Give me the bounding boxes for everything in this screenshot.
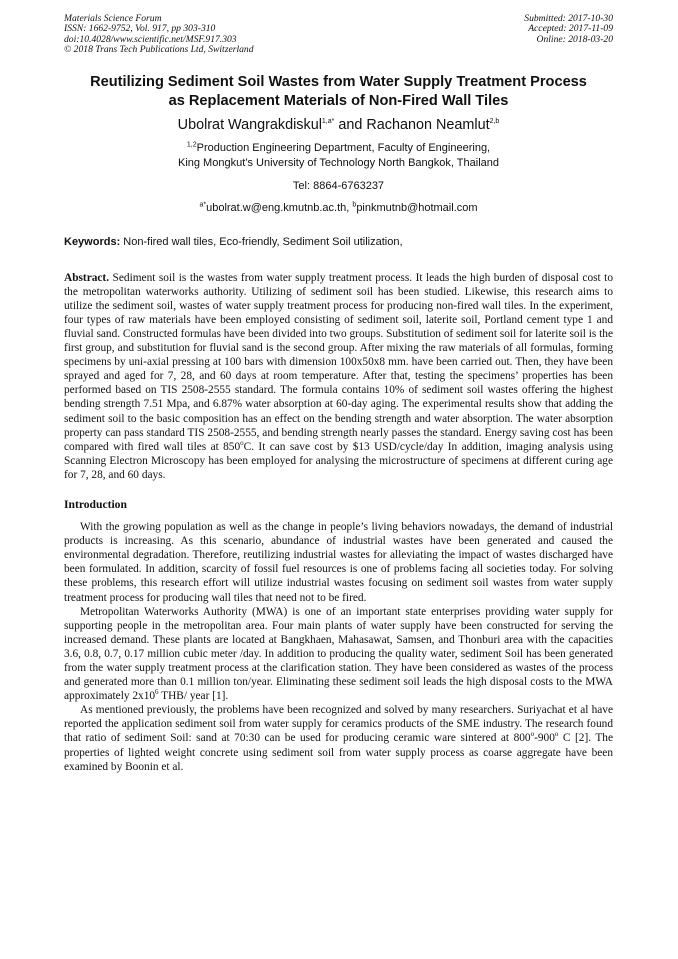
journal-header [64, 14, 613, 56]
abstract: Abstract. Sediment soil is the wastes from water supply treatment process. It leads the high burden of disposal cost to the metropolitan waterworks authority. Utilizing of sediment soil has been studied. Likewise, this research aims to utilize the sediment soil, wastes of water supply treatment process for producing non-fired wall tiles. In the experiment, four types of raw materials have been employed consisting of sediment soil, laterite soil, Portland cement type 1 and fluvial sand. Constructed formulas have been divided into two groups. Substitution of sediment soil for laterite soil is the first group, and substitution for fluvial sand is the second group. After mixing the raw materials of all formulas, forming specimens by uni-axial pressing at 100 bars with dimension 100x50x8 mm. have been carried out. Then, they have been sprayed and aged for 7, 28, and 60 days at room temperature. After that, testing the specimens’ properties has been performed based on TIS 2508-2555 standard. The formula contains 10% of sediment soil wastes offering the highest bending strength 7.51 Mpa, and 6.87% water absorption at 60-day aging. The experimental results show that adding the sediment soil to the basic composition has an effect on the bending strength and water absorption. The water absorption property can pass standard TIS 2508-2555, and bending strength nearly passes the standard. Energy saving cost has been compared with fired wall tiles at 850$^o$C. It can save cost by $13 USD/cycle/day In addition, imaging analysis using Scanning Electron Microscopy has been employed for analysing the microstructure of specimens at different curing age for 7, 28, and 60 days. [64, 271, 613, 481]
paper-page [64, 14, 613, 774]
email-a-marker: a* [199, 200, 207, 208]
title-line-2: as Replacement Materials of Non-Fired Wall Tiles [168, 92, 509, 109]
email-line [64, 201, 613, 215]
email-a: ubolrat.w@eng.kmutnb.ac.th, [206, 201, 353, 214]
author-1: Ubolrat Wangrakdiskul [177, 116, 322, 133]
email-b-marker: b [352, 200, 357, 208]
intro-paragraph-3: As mentioned previously, the problems have been recognized and solved by many researchers. Suriyachat et al have reported the application sediment soil from water supply for ceramics products of the SME industry. The research found that ratio of sediment Soil: sand at 70:30 can be used for producing ceramic ware sintered at 800$^o$-900$^o$ C [2]. The properties of lighted weight concrete using sediment soil from water supply process as coarse aggregate have been examined by Boonin et al. [64, 704, 613, 773]
abstract-label: Abstract. [64, 271, 110, 284]
header-right [524, 14, 613, 56]
submitted-date: Submitted: 2017-10-30 [524, 13, 613, 24]
journal-name: Materials Science Forum [64, 13, 162, 24]
keywords-text: Non-fired wall tiles, Eco-friendly, Sediment Soil utilization, [120, 235, 403, 248]
issn-line: ISSN: 1662-9752, Vol. 917, pp 303-310 [64, 23, 216, 35]
author-line [64, 116, 613, 134]
doi-line: doi:10.4028/www.scientific.net/MSF.917.303 [64, 33, 237, 45]
paper-title [64, 73, 613, 111]
keywords [64, 235, 613, 249]
author-2: Rachanon Neamlut [366, 116, 490, 133]
copyright-line: © 2018 Trans Tech Publications Ltd, Switzerland [64, 44, 254, 56]
online-date: Online: 2018-03-20 [536, 33, 613, 45]
author-1-affiliation: 1,a* [321, 117, 335, 125]
header-left [64, 14, 254, 56]
email-b: pinkmutnb@hotmail.com [356, 201, 478, 214]
accepted-date: Accepted: 2017-11-09 [528, 23, 613, 35]
affiliation [64, 141, 613, 171]
author-conjunction: and [334, 116, 367, 133]
intro-paragraph-2: Metropolitan Waterworks Authority (MWA) is one of an important state enterprises providing water supply for supporting people in the metropolitan area. Four main plants of water supply have been constructed for serving the increased demand. These plants are located at Bangkhaen, Mahasawat, Samsen, and Thonburi area with the capacities 3.6, 0.8, 0.7, 0.17 million cubic meter /day. In addition to producing the quality water, sediment Soil has been generated from the water supply treatment process at the clarification station. They have been considered as wastes of the process and generated more than 0.1 million ton/year. Eliminating these sediment soil leads the high disposal costs to the MWA approximately $2x10^6$ THB/ year [1]. [64, 605, 613, 703]
author-2-affiliation: 2,b [489, 117, 500, 125]
telephone: Tel: 8864-6763237 [292, 179, 385, 192]
keywords-label: Keywords: [64, 235, 121, 248]
affiliation-line-1: $^{1,2}$Production Engineering Department, Faculty of Engineering, [186, 140, 491, 154]
affiliation-marker: 1,2 [186, 140, 197, 148]
title-line-1: Reutilizing Sediment Soil Wastes from Water Supply Treatment Process [90, 73, 587, 90]
affiliation-line-2: King Mongkut’s University of Technology North Bangkok, Thailand [177, 156, 499, 169]
intro-paragraph-1: With the growing population as well as the change in people’s living behaviors nowadays, the demand of industrial products is increasing. As this scenario, abundance of industrial wastes have been generated and caused the environmental degradation. Therefore, reutilizing industrial wastes for alleviating the impact of wastes discharged have been formulated. In addition, scarcity of fossil fuel resources is one of problems facing all societies today. For solving these problems, this research effort will utilize industrial wastes focusing on sediment soil wastes from water supply treatment process for producing wall tiles that need not to be fired. [64, 521, 613, 604]
section-heading-introduction: Introduction [64, 498, 127, 512]
